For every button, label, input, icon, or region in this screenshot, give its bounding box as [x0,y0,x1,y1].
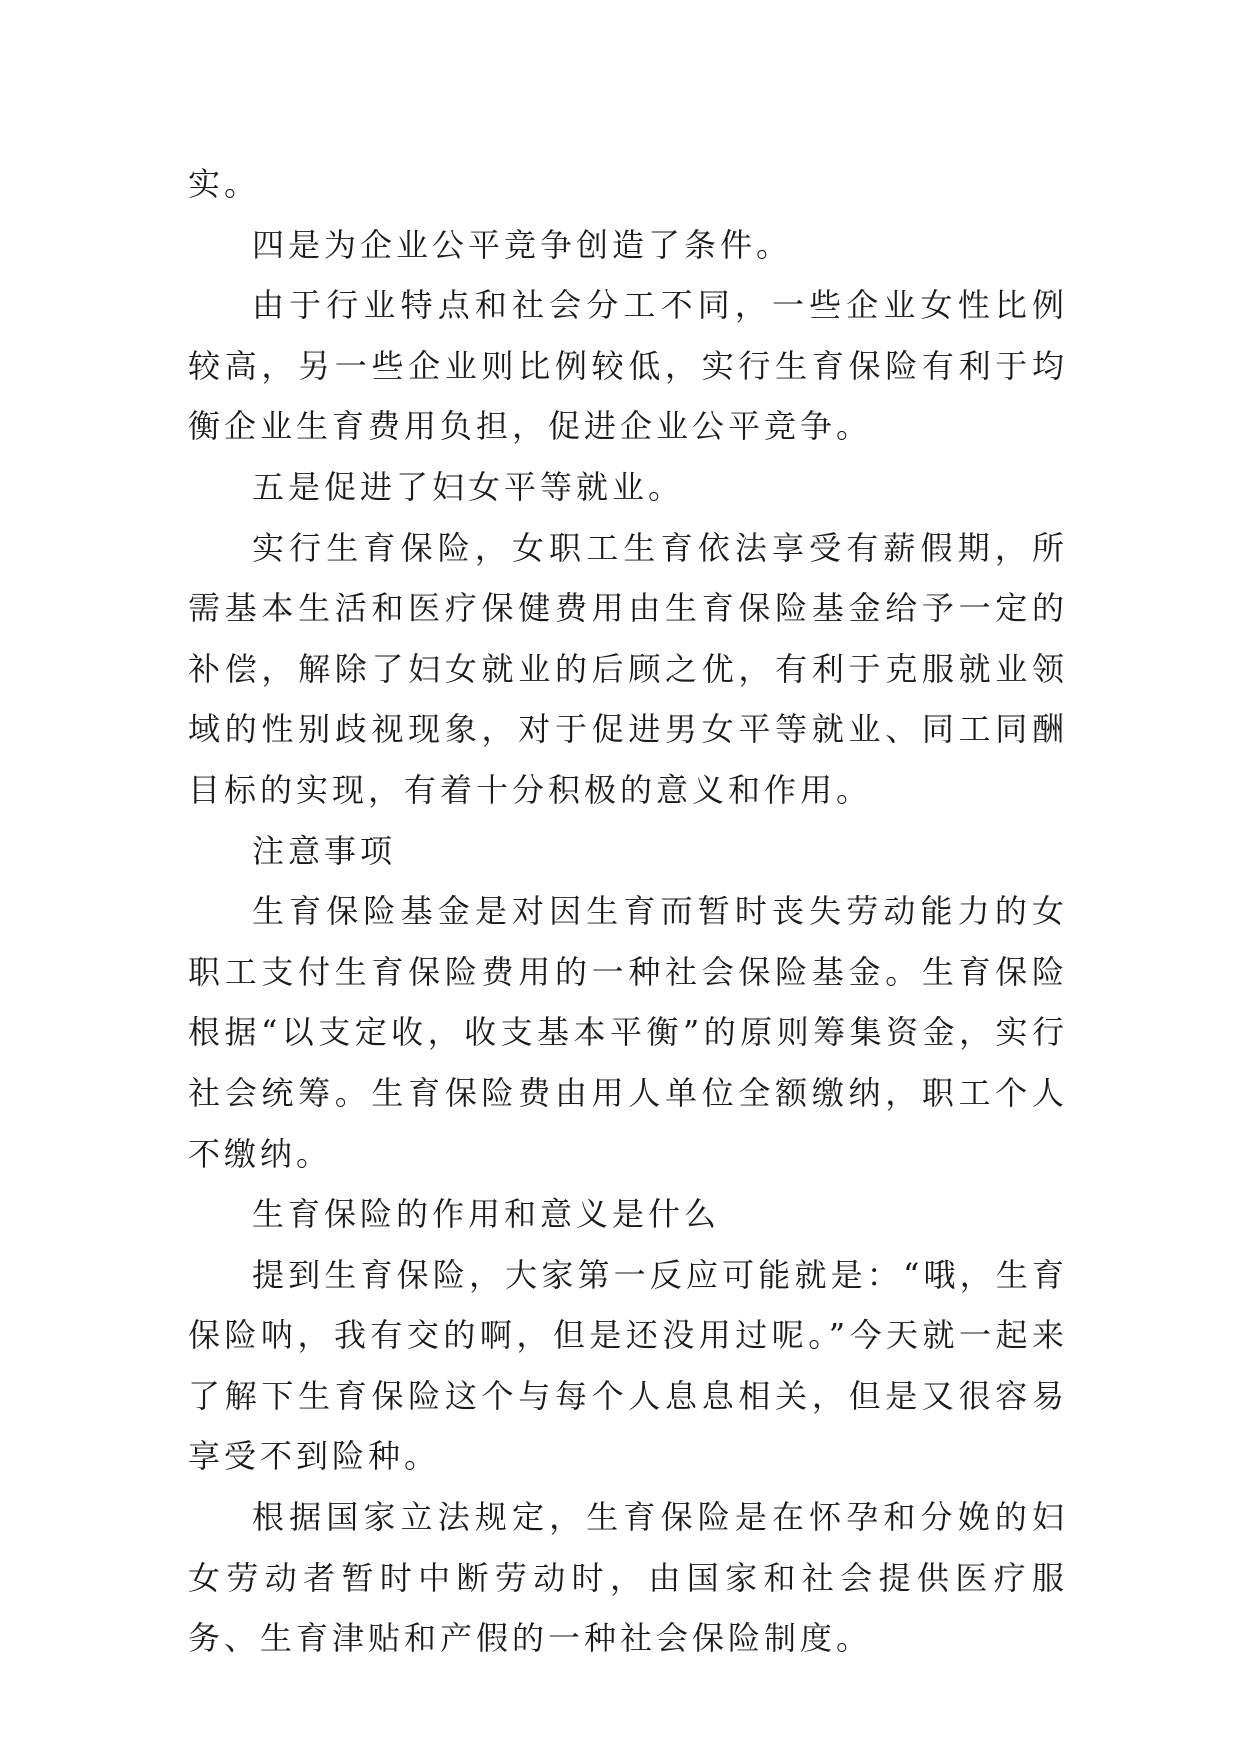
section-heading-role: 生育保险的作用和意义是什么 [252,1195,721,1234]
document-body [188,154,1068,1669]
paragraph-continuation: 实。 [188,165,261,203]
paragraph-definition: 根据国家立法规定，生育保险是在怀孕和分娩的妇女劳动者暂时中断劳动时，由国家和社会提供医疗服务、生育津贴和产假的一种社会保险制度。 [188,1498,1068,1658]
section-heading-notes: 注意事项 [252,831,397,870]
paragraph-point-five: 五是促进了妇女平等就业。 [252,467,685,506]
paragraph-industry: 由于行业特点和社会分工不同，一些企业女性比例较高，另一些企业则比例较低，实行生育保险有利于均衡企业生育费用负担，促进企业公平竞争。 [188,286,1068,446]
paragraph-equal-employment: 实行生育保险，女职工生育依法享受有薪假期，所需基本生活和医疗保健费用由生育保险基金给予一定的补偿，解除了妇女就业的后顾之优，有利于克服就业领域的性别歧视现象，对于促进男女平等就业、同工同酬目标的实现，有着十分积极的意义和作用。 [188,528,1068,809]
paragraph-fund: 生育保险基金是对因生育而暂时丧失劳动能力的女职工支付生育保险费用的一种社会保险基金。生育保险根据“以支定收，收支基本平衡”的原则筹集资金，实行社会统筹。生育保险费由用人单位全额缴纳，职工个人不缴纳。 [188,892,1068,1173]
paragraph-mention: 提到生育保险，大家第一反应可能就是：“哦，生育保险呐，我有交的啊，但是还没用过呢。”今天就一起来了解下生育保险这个与每个人息息相关，但是又很容易享受不到险种。 [188,1255,1068,1476]
paragraph-point-four: 四是为企业公平竞争创造了条件。 [252,225,793,264]
